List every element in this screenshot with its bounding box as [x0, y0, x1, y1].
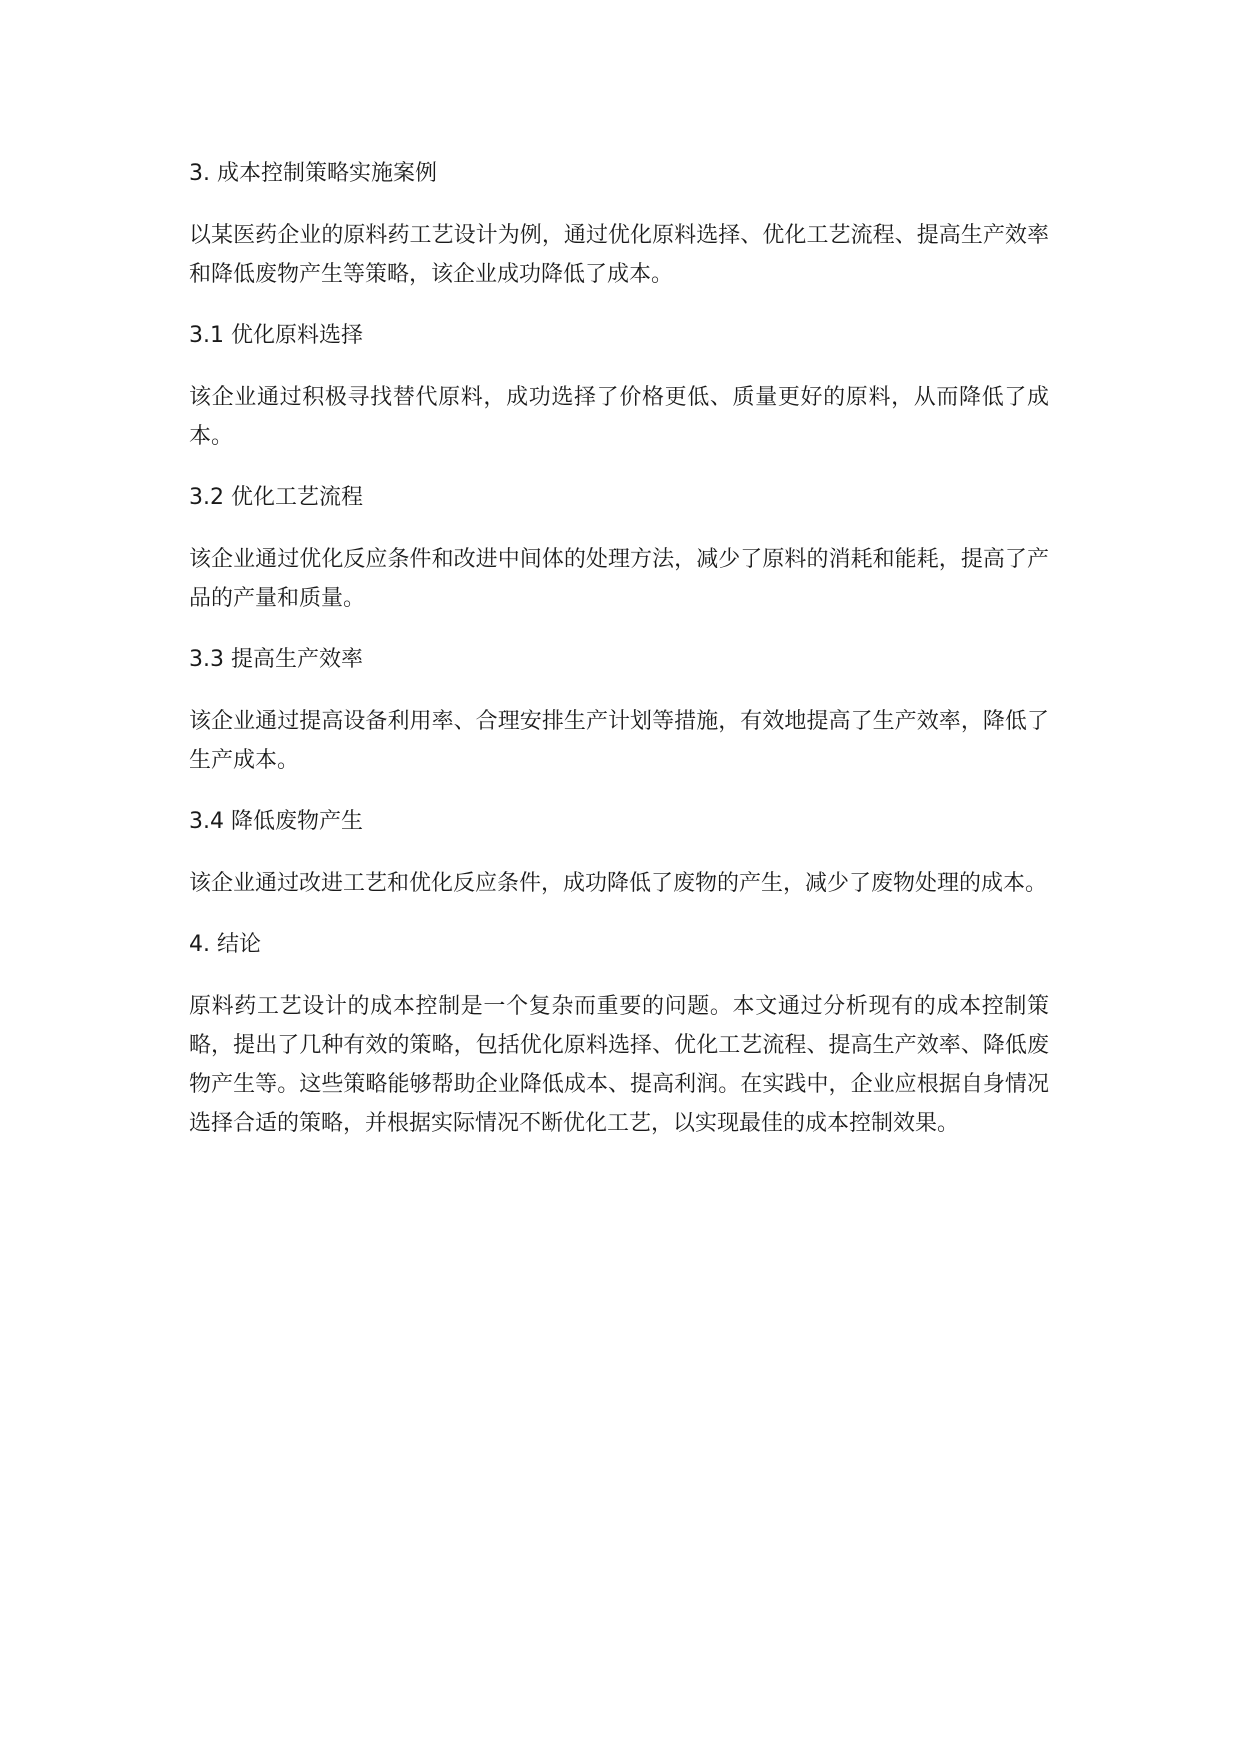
- section-paragraph-3-4: 该企业通过改进工艺和优化反应条件，成功降低了废物的产生，减少了废物处理的成本。: [189, 871, 1048, 896]
- section-heading-3-3: 3.3 提高生产效率: [189, 647, 363, 672]
- section-paragraph-3-1: 该企业通过积极寻找替代原料，成功选择了价格更低、质量更好的原料，从而降低了成本。: [189, 385, 1049, 449]
- section-heading-3-4: 3.4 降低废物产生: [189, 809, 363, 834]
- section-paragraph-4: 原料药工艺设计的成本控制是一个复杂而重要的问题。本文通过分析现有的成本控制策略，提出了几种有效的策略，包括优化原料选择、优化工艺流程、提高生产效率、降低废物产生等。这些策略能够帮助企业降低成本、提高利润。在实践中，企业应根据自身情况选择合适的策略，并根据实际情况不断优化工艺，以实现最佳的成本控制效果。: [189, 994, 1049, 1136]
- section-heading-4: 4. 结论: [189, 932, 261, 957]
- section-paragraph-3-3: 该企业通过提高设备利用率、合理安排生产计划等措施，有效地提高了生产效率，降低了生产成本。: [189, 709, 1049, 773]
- section-paragraph-3: 以某医药企业的原料药工艺设计为例，通过优化原料选择、优化工艺流程、提高生产效率和降低废物产生等策略，该企业成功降低了成本。: [189, 223, 1049, 287]
- section-heading-3: 3. 成本控制策略实施案例: [189, 161, 437, 186]
- section-heading-3-2: 3.2 优化工艺流程: [189, 485, 363, 510]
- section-heading-3-1: 3.1 优化原料选择: [189, 323, 363, 348]
- section-paragraph-3-2: 该企业通过优化反应条件和改进中间体的处理方法，减少了原料的消耗和能耗，提高了产品的产量和质量。: [189, 547, 1049, 611]
- document-body: [189, 158, 1049, 1169]
